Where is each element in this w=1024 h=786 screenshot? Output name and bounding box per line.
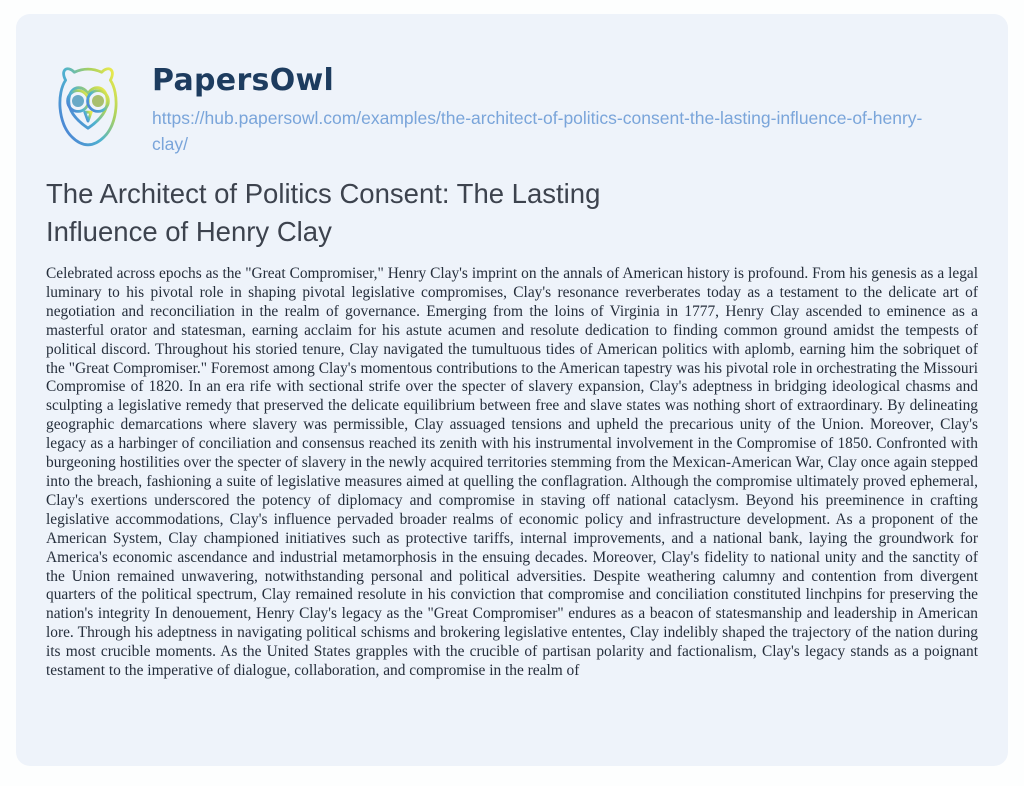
page-panel	[16, 14, 1008, 766]
source-url-link[interactable]: https://hub.papersowl.com/examples/the-architect-of-politics-consent-the-lasting-influence-of-henry-clay/	[152, 108, 923, 154]
header-text-block	[152, 60, 978, 157]
site-header	[16, 14, 1008, 158]
brand-name: PapersOwl	[152, 63, 335, 98]
page-title: The Architect of Politics Consent: The Lasting Influence of Henry Clay	[46, 178, 601, 247]
owl-logo-icon	[48, 60, 128, 158]
essay-body-paragraph: Celebrated across epochs as the "Great Compromiser," Henry Clay's imprint on the annals of American history is profound. From his genesis as a legal luminary to his pivotal role in shaping pivotal legislative compromises, Clay's resonance reverberates today as a testament to the delicate art of negotiation and reconciliation in the realm of governance. Emerging from the loins of Virginia in 1777, Henry Clay ascended to eminence as a masterful orator and statesman, earning acclaim for his astute acumen and resolute dedication to finding common ground amidst the tempests of political discord. Throughout his storied tenure, Clay navigated the tumultuous tides of American politics with aplomb, earning him the sobriquet of the "Great Compromiser." Foremost among Clay's momentous contributions to the American tapestry was his pivotal role in orchestrating the Missouri Compromise of 1820. In an era rife with sectional strife over the specter of slavery expansion, Clay's adeptness in bridging ideological chasms and sculpting a legislative remedy that preserved the delicate equilibrium between free and slave states was nothing short of extraordinary. By delineating geographic demarcations where slavery was permissible, Clay assuaged tensions and upheld the precarious unity of the Union. Moreover, Clay's legacy as a harbinger of conciliation and consensus reached its zenith with his instrumental involvement in the Compromise of 1850. Confronted with burgeoning hostilities over the specter of slavery in the newly acquired territories stemming from the Mexican-American War, Clay once again stepped into the breach, fashioning a suite of legislative measures aimed at quelling the conflagration. Although the compromise ultimately proved ephemeral, Clay's exertions underscored the potency of diplomacy and compromise in staving off national cataclysm. Beyond his preeminence in crafting legislative accommodations, Clay's influence pervaded broader realms of economic policy and infrastructure development. As a proponent of the American System, Clay championed initiatives such as protective tariffs, internal improvements, and a national bank, laying the groundwork for America's economic ascendance and industrial metamorphosis in the ensuing decades. Moreover, Clay's fidelity to national unity and the sanctity of the Union remained unwavering, notwithstanding personal and political adversities. Despite weathering calumny and contention from divergent quarters of the political spectrum, Clay remained resolute in his conviction that compromise and conciliation constituted linchpins for preserving the nation's integrity In denouement, Henry Clay's legacy as the "Great Compromiser" endures as a beacon of statesmanship and leadership in American lore. Through his adeptness in navigating political schisms and brokering legislative ententes, Clay indelibly shaped the trajectory of the nation during its most crucible moments. As the United States grapples with the crucible of partisan polarity and factionalism, Clay's legacy stands as a poignant testament to the imperative of dialogue, collaboration, and compromise in the realm of	[46, 265, 978, 680]
